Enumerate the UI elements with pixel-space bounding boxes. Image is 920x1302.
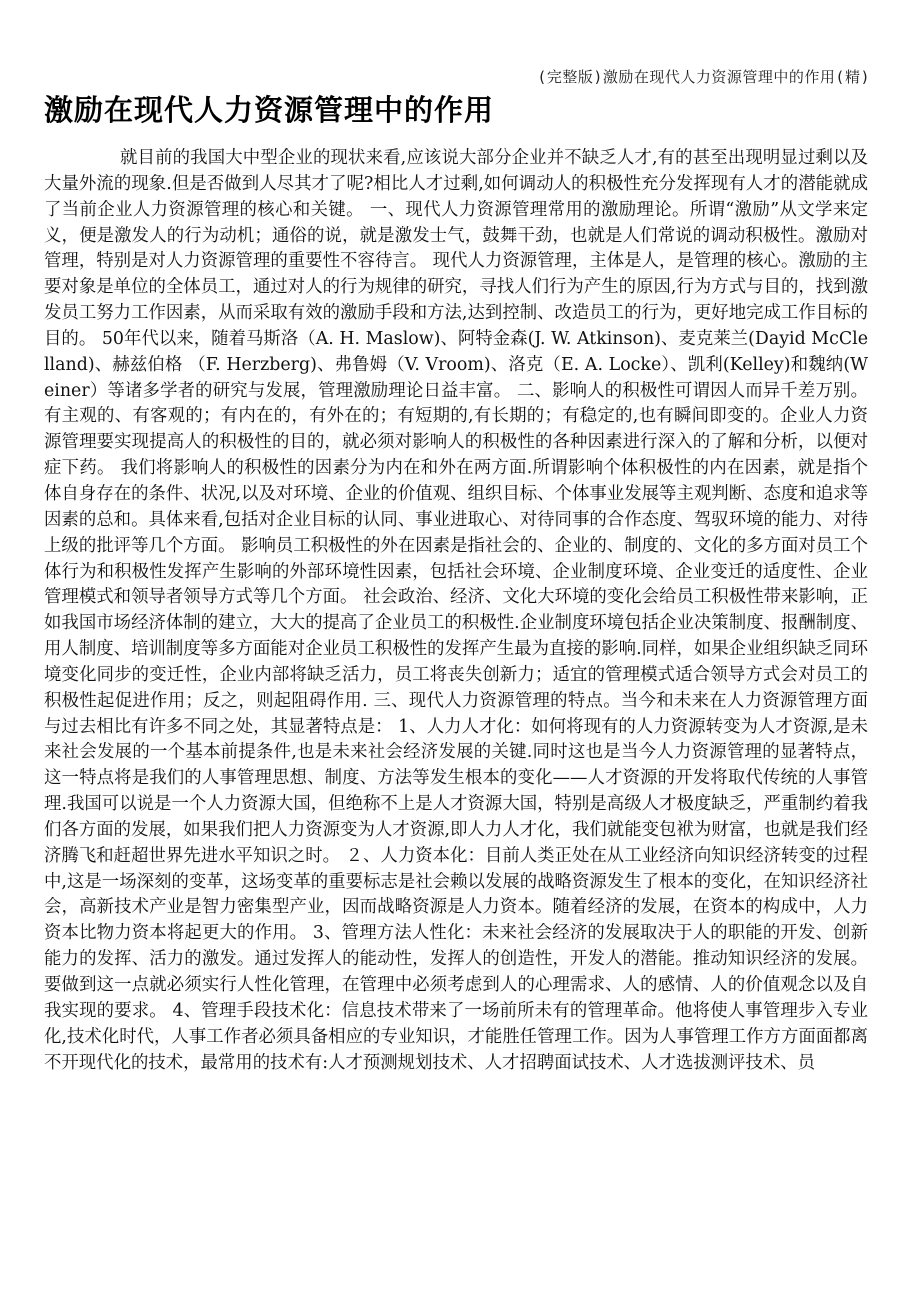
body-paragraph: 就目前的我国大中型企业的现状来看,应该说大部分企业并不缺乏人才,有的甚至出现明显过剩以及大量外流的现象.但是否做到人尽其才了呢?相比人才过剩,如何调动人的积极性充分发挥现有人才的潜能就成了当前企业人力资源管理的核心和关键。 一、现代人力资源管理常用的激励理论。所谓“激励”从文学来定义，便是激发人的行为动机；通俗的说，就是激发士气，鼓舞干劲，也就是人们常说的调动积极性。激励对管理，特别是对人力资源管理的重要性不容待言。 现代人力资源管理，主体是人，是管理的核心。激励的主要对象是单位的全体员工，通过对人的行为规律的研究，寻找人们行为产生的原因,行为方式与目的，找到激发员工努力工作因素，从而采取有效的激励手段和方法,达到控制、改造员工的行为，更好地完成工作目标的目的。 50年代以来，随着马斯洛（A. H. Maslow)、阿特金森(J. W. Atkinson)、麦克莱兰(Dayid McClelland)、赫兹伯格 （F. Herzberg)、弗鲁姆（V. Vroom)、洛克（E. A. Locke）、凯利(Kelley)和魏纳(Weiner）等诸多学者的研究与发展，管理激励理论日益丰富。 二、影响人的积极性可谓因人而异千差万别。有主观的、有客观的；有内在的，有外在的；有短期的,有长期的；有稳定的,也有瞬间即变的。企业人力资源管理要实现提高人的积极性的目的，就必须对影响人的积极性的各种因素进行深入的了解和分析，以便对症下药。 我们将影响人的积极性的因素分为内在和外在两方面.所谓影响个体积极性的内在因素，就是指个体自身存在的条件、状况,以及对环境、企业的价值观、组织目标、个体事业发展等主观判断、态度和追求等因素的总和。具体来看,包括对企业目标的认同、事业进取心、对待同事的合作态度、驾驭环境的能力、对待上级的批评等几个方面。 影响员工积极性的外在因素是指社会的、企业的、制度的、文化的多方面对员工个体行为和积极性发挥产生影响的外部环境性因素，包括社会环境、企业制度环境、企业变迁的适度性、企业管理模式和领导者领导方式等几个方面。 社会政治、经济、文化大环境的变化会给员工积极性带来影响，正如我国市场经济体制的建立，大大的提高了企业员工的积极性.企业制度环境包括企业决策制度、报酬制度、用人制度、培训制度等多方面能对企业员工积极性的发挥产生最为直接的影响.同样，如果企业组织缺乏同环境变化同步的变迁性，企业内部将缺乏活力，员工将丧失创新力；适宜的管理模式适合领导方式会对员工的积极性起促进作用；反之，则起阻碍作用. 三、现代人力资源管理的特点。当今和未来在人力资源管理方面与过去相比有许多不同之处，其显著特点是： 1、人力人才化：如何将现有的人力资源转变为人才资源,是未来社会发展的一个基本前提条件,也是未来社会经济发展的关键.同时这也是当今人力资源管理的显著特点，这一特点将是我们的人事管理思想、制度、方法等发生根本的变化——人才资源的开发将取代传统的人事管理.我国可以说是一个人力资源大国，但绝称不上是人才资源大国，特别是高级人才极度缺乏，严重制约着我们各方面的发展，如果我们把人力资源变为人才资源,即人力人才化，我们就能变包袱为财富，也就是我们经济腾飞和赶超世界先进水平知识之时。 ２、人力资本化：目前人类正处在从工业经济向知识经济转变的过程中,这是一场深刻的变革，这场变革的重要标志是社会赖以发展的战略资源发生了根本的变化，在知识经济社会，高新技术产业是智力密集型产业，因而战略资源是人力资本。随着经济的发展，在资本的构成中，人力资本比物力资本将起更大的作用。 3、管理方法人性化：未来社会经济的发展取决于人的职能的开发、创新能力的发挥、活力的激发。通过发挥人的能动性，发挥人的创造性，开发人的潜能。推动知识经济的发展。要做到这一点就必须实行人性化管理，在管理中必须考虑到人的心理需求、人的感情、人的价值观念以及自我实现的要求。 4、管理手段技术化：信息技术带来了一场前所未有的管理革命。他将使人事管理步入专业化,技术化时代，人事工作者必须具备相应的专业知识，才能胜任管理工作。因为人事管理工作方方面面都离不开现代化的技术，最常用的技术有:人才预测规划技术、人才招聘面试技术、人才选拔测评技术、员 [44, 148, 868, 1073]
document-title: 激励在现代人力资源管理中的作用 [44, 93, 495, 127]
running-header: (完整版)激励在现代人力资源管理中的作用(精) [537, 68, 870, 86]
